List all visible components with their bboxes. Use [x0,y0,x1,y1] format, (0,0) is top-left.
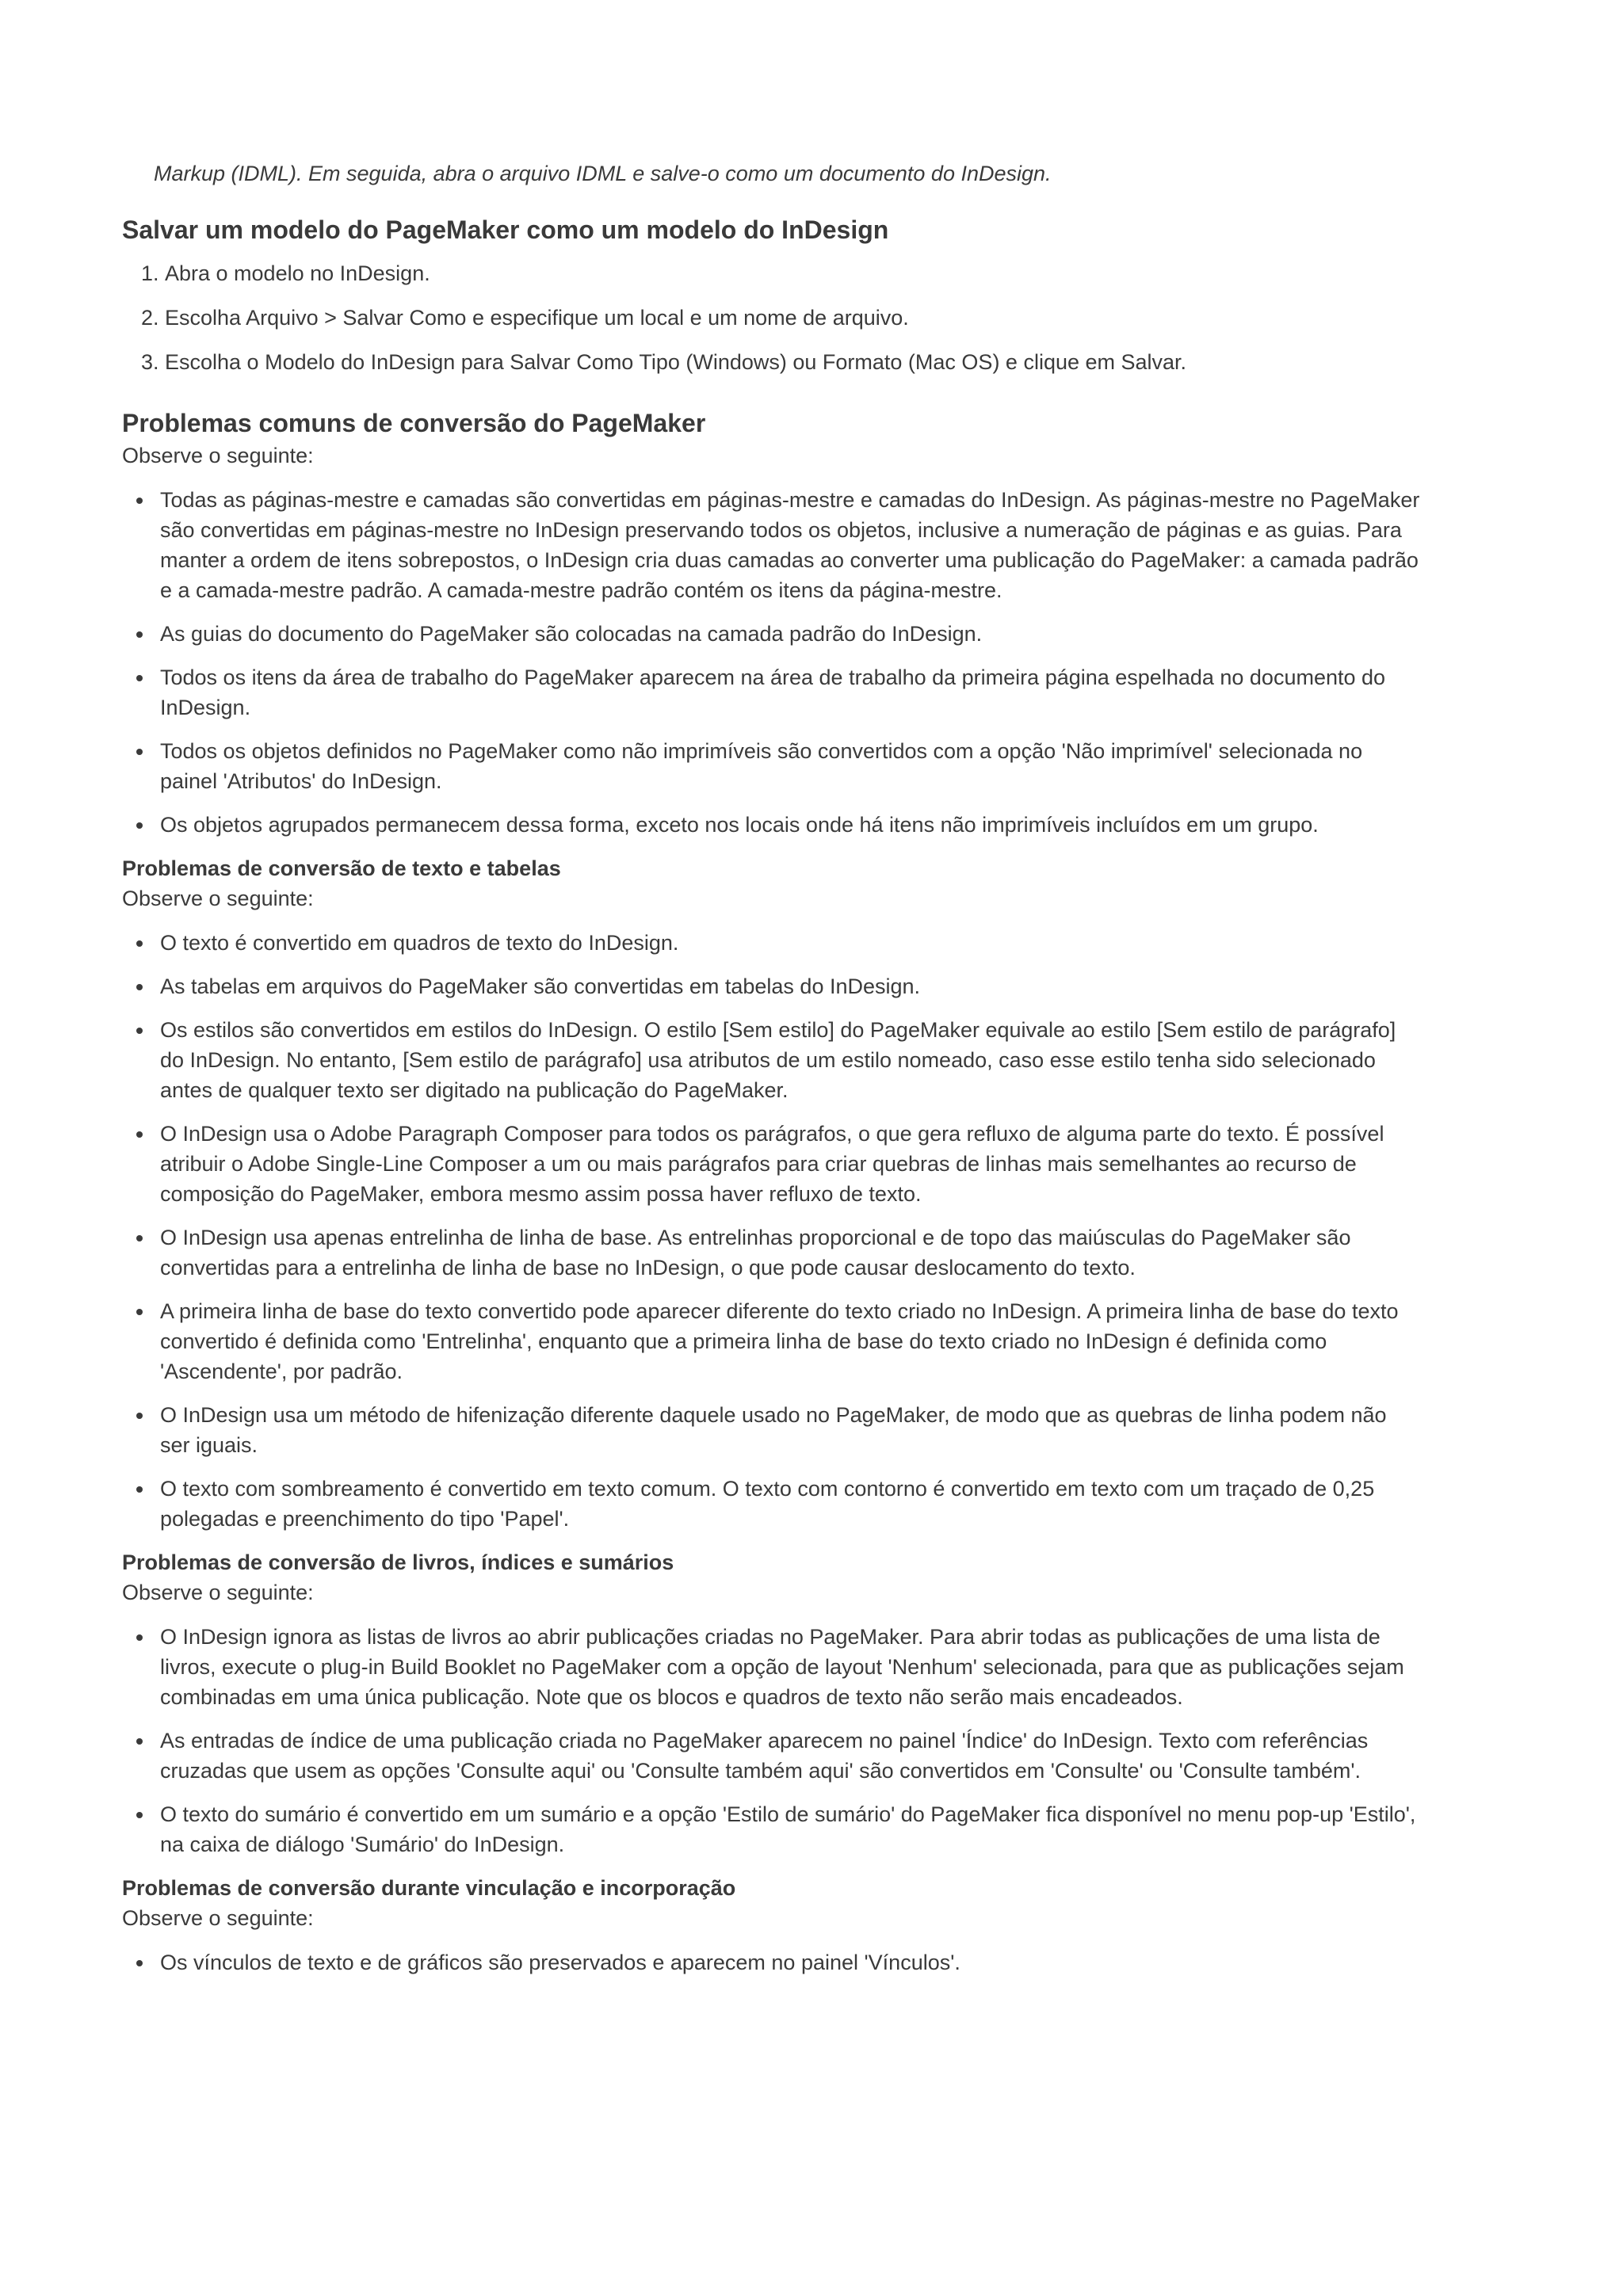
step-item: 3. Escolha o Modelo do InDesign para Salvar Como Tipo (Windows) ou Formato (Mac OS) e clique em Salvar. [165,347,1422,377]
section-lead: Observe o seguinte: [122,1906,314,1930]
list-item: Os objetos agrupados permanecem dessa forma, exceto nos locais onde há itens não imprimíveis incluídos em um grupo. [160,810,1422,840]
list-item: As entradas de índice de uma publicação criada no PageMaker aparecem no painel 'Índice' do InDesign. Texto com referências cruzadas que usem as opções 'Consulte aqui' ou 'Consulte também aqui' são convertidos em 'Consulte' ou 'Consulte também'. [160,1726,1422,1786]
section-save-template [122,212,1422,377]
list-item: O InDesign usa o Adobe Paragraph Composer para todos os parágrafos, o que gera refluxo de alguma parte do texto. É possível atribuir o Adobe Single-Line Composer a um ou mais parágrafos para criar quebras de linhas mais semelhantes ao recurso de composição do PageMaker, embora mesmo assim possa haver refluxo de texto. [160,1119,1422,1209]
list-item: Os estilos são convertidos em estilos do InDesign. O estilo [Sem estilo] do PageMaker equivale ao estilo [Sem estilo de parágrafo] do InDesign. No entanto, [Sem estilo de parágrafo] usa atributos de um estilo nomeado, caso esse estilo tenha sido selecionado antes de qualquer texto ser digitado na publicação do PageMaker. [160,1015,1422,1105]
list-item: Os vínculos de texto e de gráficos são preservados e aparecem no painel 'Vínculos'. [160,1947,1422,1978]
bullet-list [122,485,1422,840]
document-page [122,158,1422,1991]
list-item: As tabelas em arquivos do PageMaker são convertidas em tabelas do InDesign. [160,971,1422,1001]
step-item: 1. Abra o modelo no InDesign. [165,258,1422,288]
list-item: Todos os itens da área de trabalho do PageMaker aparecem na área de trabalho da primeira página espelhada no documento do InDesign. [160,662,1422,723]
section-heading: Salvar um modelo do PageMaker como um modelo do InDesign [122,215,889,244]
section-lead: Observe o seguinte: [122,887,314,910]
section-common-problems [122,406,1422,840]
bullet-list [122,1622,1422,1859]
step-item: 2. Escolha Arquivo > Salvar Como e especifique um local e um nome de arquivo. [165,303,1422,333]
list-item: Todos os objetos definidos no PageMaker como não imprimíveis são convertidos com a opção 'Não imprimível' selecionada no painel 'Atributos' do InDesign. [160,736,1422,796]
section-text-tables [122,853,1422,1534]
section-lead: Observe o seguinte: [122,444,314,467]
intro-paragraph: Markup (IDML). Em seguida, abra o arquivo IDML e salve-o como um documento do InDesign. [154,162,1052,185]
list-item: O InDesign ignora as listas de livros ao abrir publicações criadas no PageMaker. Para abrir todas as publicações de uma lista de livros, execute o plug-in Build Booklet no PageMaker com a opção de layout 'Nenhum' selecionada, para que as publicações sejam combinadas em uma única publicação. Note que os blocos e quadros de texto não serão mais encadeados. [160,1622,1422,1712]
subsection-heading: Problemas de conversão de livros, índices e sumários [122,1550,674,1574]
list-item: O texto do sumário é convertido em um sumário e a opção 'Estilo de sumário' do PageMaker fica disponível no menu pop-up 'Estilo', na caixa de diálogo 'Sumário' do InDesign. [160,1799,1422,1859]
section-lead: Observe o seguinte: [122,1581,314,1604]
list-item: O InDesign usa um método de hifenização diferente daquele usado no PageMaker, de modo que as quebras de linha podem não ser iguais. [160,1400,1422,1460]
list-item: O texto é convertido em quadros de texto do InDesign. [160,928,1422,958]
section-books-indexes [122,1547,1422,1859]
subsection-heading: Problemas de conversão durante vinculação e incorporação [122,1876,736,1900]
list-item: O InDesign usa apenas entrelinha de linha de base. As entrelinhas proporcional e de topo das maiúsculas do PageMaker são convertidas para a entrelinha de linha de base no InDesign, o que pode causar deslocamento do texto. [160,1222,1422,1283]
bullet-list [122,1947,1422,1978]
list-item: Todas as páginas-mestre e camadas são convertidas em páginas-mestre e camadas do InDesign. As páginas-mestre no PageMaker são convertidas em páginas-mestre no InDesign preservando todos os objetos, inclusive a numeração de páginas e as guias. Para manter a ordem de itens sobrepostos, o InDesign cria duas camadas ao converter uma publicação do PageMaker: a camada padrão e a camada-mestre padrão. A camada-mestre padrão contém os itens da página-mestre. [160,485,1422,605]
subsection-heading: Problemas de conversão de texto e tabelas [122,856,561,880]
list-item: A primeira linha de base do texto convertido pode aparecer diferente do texto criado no InDesign. A primeira linha de base do texto convertido é definida como 'Entrelinha', enquanto que a primeira linha de base do texto criado no InDesign é definida como 'Ascendente', por padrão. [160,1296,1422,1386]
list-item: As guias do documento do PageMaker são colocadas na camada padrão do InDesign. [160,619,1422,649]
bullet-list [122,928,1422,1534]
list-item: O texto com sombreamento é convertido em texto comum. O texto com contorno é convertido em texto com um traçado de 0,25 polegadas e preenchimento do tipo 'Papel'. [160,1474,1422,1534]
section-linking [122,1873,1422,1978]
section-heading: Problemas comuns de conversão do PageMaker [122,409,706,437]
steps-list [122,258,1422,377]
